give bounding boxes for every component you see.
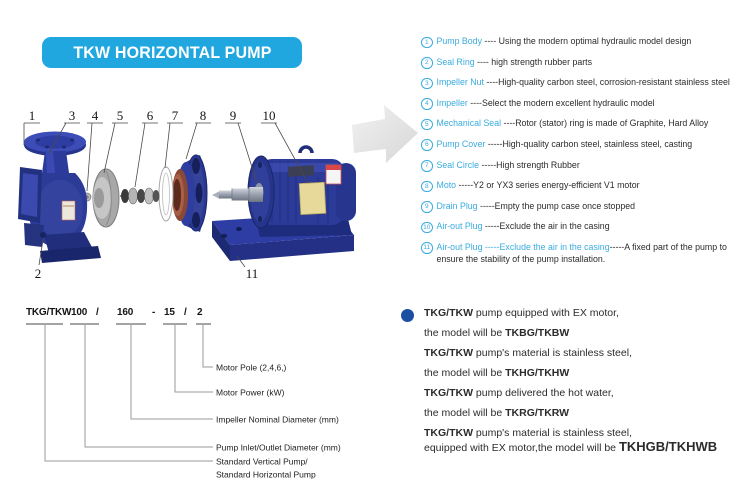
parts-list-item (421, 98, 751, 110)
part-description: -----Exclude the air in the casing (482, 221, 610, 232)
model-pole: 2 (197, 307, 203, 318)
model-code-diagram (20, 297, 380, 492)
callout-number: 11 (245, 266, 259, 281)
circled-number: 9 (421, 201, 433, 213)
part-description: ----High-quality carbon steel, corrosion-resistant stainless steel (483, 77, 730, 88)
model-label-type-2: Standard Horizontal Pump (216, 469, 316, 480)
part-description: -----High strength Rubber (479, 159, 580, 170)
parts-list-item (421, 57, 751, 69)
variant-line: TKG/TKW pump's material is stainless steel, (424, 427, 632, 439)
callout-number: 10 (262, 108, 276, 123)
shaft-illustration (212, 187, 263, 202)
variant-line: TKG/TKW pump equipped with EX motor, (424, 307, 619, 319)
part-name: Pump Cover (436, 138, 486, 149)
callout-number: 5 (116, 108, 124, 123)
part-name: Impeller (436, 97, 468, 108)
right-arrow-icon (352, 105, 418, 163)
parts-list-item (421, 77, 751, 89)
parts-list-item (421, 139, 751, 151)
model-sep: / (96, 307, 99, 318)
circled-number: 4 (421, 98, 433, 110)
model-label-pole: Motor Pole (2,4,6,) (216, 362, 287, 373)
circled-number: 6 (421, 139, 433, 151)
model-label-type-1: Standard Vertical Pump/ (216, 456, 308, 467)
callout-number: 7 (171, 108, 179, 123)
circled-number: 5 (421, 119, 433, 131)
part-name: Seal Circle (436, 159, 480, 170)
part-name: Mechanical Seal (436, 118, 502, 129)
impeller-illustration (93, 169, 119, 227)
parts-list-item (421, 36, 751, 48)
pump-cover-illustration (172, 155, 207, 232)
callout-number: 6 (146, 108, 154, 123)
part-description: -----A fixed part of the pump to ensure the stability of the pump installation. (436, 241, 727, 264)
callout-number: 1 (28, 108, 36, 123)
motor-illustration (248, 147, 356, 237)
part-description: ----Select the modern excellent hydraulic model (467, 97, 655, 108)
model-power: 15 (164, 307, 175, 318)
variant-line: the model will be TKHG/TKHW (424, 367, 570, 379)
model-label-impeller: Impeller Nominal Diameter (mm) (216, 414, 339, 425)
part-description: -----High-quality carbon steel, stainless steel, casting (485, 138, 693, 149)
model-sep: - (152, 307, 156, 318)
mechanical-seal-illustration (120, 188, 160, 204)
circled-number: 10 (421, 222, 433, 234)
callout-number: 8 (199, 108, 207, 123)
circled-number: 1 (421, 37, 433, 49)
circled-number: 3 (421, 78, 433, 90)
model-inlet: 100 (71, 307, 88, 318)
model-label-inlet: Pump Inlet/Outlet Diameter (mm) (216, 442, 341, 453)
callout-number: 2 (34, 266, 42, 281)
part-name: Air-out Plug (436, 221, 483, 232)
part-name: Pump Body (436, 36, 482, 46)
parts-list-item (421, 118, 751, 130)
callout-number: 4 (91, 108, 99, 123)
part-description: ----Rotor (stator) ring is made of Graphite, Hard Alloy (501, 118, 709, 129)
circled-number: 11 (421, 242, 433, 254)
callout-number: 9 (229, 108, 237, 123)
seal-circle-illustration (159, 167, 173, 221)
variant-line: the model will be TKBG/TKBW (424, 327, 570, 339)
bullet-dot-icon (401, 309, 414, 322)
part-name: Air-out Plug (436, 241, 483, 252)
part-name: Impeller Nut (436, 77, 484, 88)
part-description: -----Y2 or YX3 series energy-efficient V1 motor (456, 180, 640, 191)
part-description: ---- high strength rubber parts (474, 56, 592, 67)
model-label-power: Motor Power (kW) (216, 387, 285, 398)
model-impeller: 160 (117, 307, 134, 318)
model-leader-lines (45, 325, 213, 461)
page-title-banner (42, 37, 302, 68)
variant-line: equipped with EX motor,the model will be TKHGB/TKHWB (424, 439, 718, 454)
page-title: TKW HORIZONTAL PUMP (72, 42, 272, 62)
pump-exploded-diagram (0, 95, 430, 295)
variant-line: TKG/TKW pump delivered the hot water, (424, 387, 614, 399)
part-name: Moto (436, 180, 457, 191)
model-sep: / (184, 307, 187, 318)
part-name: Drain Plug (436, 200, 478, 211)
part-name: Seal Ring (436, 56, 475, 67)
circled-number: 2 (421, 57, 433, 69)
part-description: ---- Using the modern optimal hydraulic model design (481, 36, 692, 46)
circled-number: 7 (421, 160, 433, 172)
variant-line: TKG/TKW pump's material is stainless steel, (424, 347, 632, 359)
part-description: -----Empty the pump case once stopped (477, 200, 636, 211)
model-variants-note (401, 307, 753, 462)
callout-number: 3 (68, 108, 76, 123)
parts-list-item (421, 201, 751, 213)
parts-list-item: 11 Air-out Plug -----Exclude the air in the casing-----A fixed part of the pump to ensure the stability of the pump installation. (421, 242, 751, 265)
parts-list-item (421, 180, 751, 192)
variant-line: the model will be TKRG/TKRW (424, 407, 570, 419)
parts-list (421, 36, 751, 274)
circled-number: 8 (421, 181, 433, 193)
parts-list-item (421, 221, 751, 233)
model-brand: TKG/TKW (26, 307, 72, 318)
parts-list-item (421, 160, 751, 172)
